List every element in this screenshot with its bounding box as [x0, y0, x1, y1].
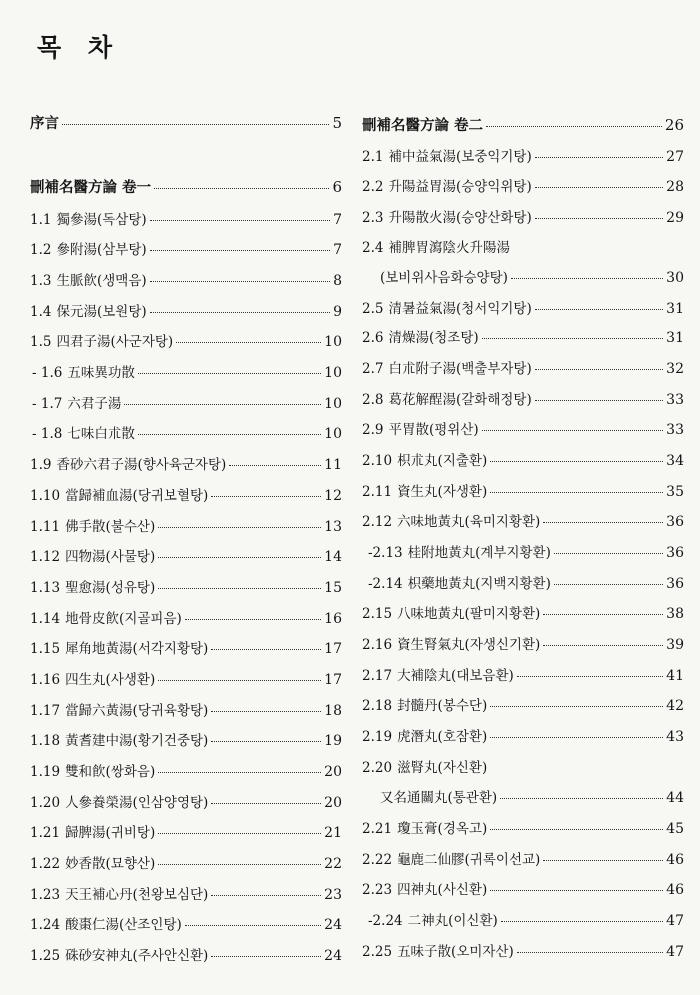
entry-page-number: 12 [324, 488, 342, 504]
page-title: 목 차 [37, 33, 122, 62]
entry-number: 1.20 [30, 795, 61, 811]
toc-entry [30, 576, 342, 596]
entry-number: 1.1 [30, 212, 52, 228]
entry-title: 犀角地黃湯(서각지황탕) [65, 641, 209, 657]
dot-leader [150, 250, 330, 251]
toc-entry [354, 572, 684, 592]
entry-number: - 1.8 [32, 426, 63, 442]
dot-leader [517, 676, 663, 677]
entry-title: 當歸補血湯(당귀보혈탕) [65, 488, 209, 504]
entry-number: 1.19 [30, 764, 61, 780]
entry-page-number: 28 [666, 179, 684, 195]
entry-number: 1.18 [30, 733, 61, 749]
dot-leader [535, 157, 663, 158]
toc-entry [354, 817, 684, 837]
entry-title: 葛花解酲湯(갈화해정탕) [388, 392, 532, 408]
dot-leader [490, 737, 663, 738]
dot-leader [490, 829, 663, 830]
entry-page-number: 17 [324, 672, 342, 688]
entry-number: 1.9 [30, 457, 52, 473]
entry-page-number: 20 [324, 764, 342, 780]
entry-title: 歸脾湯(귀비탕) [65, 825, 156, 841]
entry-title: 平胃散(평위산) [388, 422, 479, 438]
dot-leader [486, 126, 662, 127]
toc-entry [30, 668, 342, 688]
entry-number: 2.3 [362, 210, 384, 226]
toc-entry [354, 480, 684, 500]
entry-number: 2.23 [362, 882, 393, 898]
toc-entry [354, 664, 684, 684]
entry-number: 2.2 [362, 179, 384, 195]
entry-title: 補脾胃瀉陰火升陽湯 [388, 240, 510, 256]
entry-number: 2.16 [362, 637, 393, 653]
entry-title: 枳朮丸(지출환) [397, 453, 488, 469]
entry-number: -2.24 [368, 913, 403, 929]
entry-number: 1.11 [30, 519, 61, 535]
entry-number: - 1.6 [32, 365, 63, 381]
entry-page-number: 31 [666, 330, 684, 346]
entry-number: 2.8 [362, 392, 384, 408]
dot-leader [158, 588, 321, 589]
entry-title: 補中益氣湯(보중익기탕) [388, 149, 532, 165]
entry-page-number: 10 [324, 396, 342, 412]
entry-number: 1.24 [30, 917, 61, 933]
entry-title: 生脈飮(생맥음) [56, 273, 147, 289]
entry-title: 五味異功散 [67, 365, 135, 381]
entry-title: 刪補名醫方論 卷一 [30, 179, 152, 196]
dot-leader [185, 619, 321, 620]
entry-page-number: 22 [324, 856, 342, 872]
entry-page-number: 13 [324, 519, 342, 535]
toc-entry [30, 791, 342, 811]
entry-page-number: 35 [666, 484, 684, 500]
toc-entry [354, 297, 684, 317]
dot-leader [482, 338, 664, 339]
entry-page-number: 7 [333, 242, 342, 258]
entry-page-number: 15 [324, 580, 342, 596]
dot-leader [138, 434, 321, 435]
entry-title: 六味地黃丸(육미지황환) [397, 514, 541, 530]
toc-section-heading [30, 176, 342, 197]
entry-number: 2.12 [362, 514, 393, 530]
dot-leader [543, 614, 663, 615]
toc-section-heading [354, 114, 684, 135]
dot-leader [535, 187, 663, 188]
entry-page-number: 34 [666, 453, 684, 469]
toc-entry [354, 694, 684, 714]
entry-number: 1.5 [30, 334, 52, 350]
entry-title: 清燥湯(청조탕) [388, 330, 479, 346]
entry-title: 滋腎丸(자신환) [397, 760, 488, 776]
dot-leader [543, 860, 663, 861]
entry-number: 1.12 [30, 549, 61, 565]
entry-title: 虎潛丸(호잠환) [397, 729, 488, 745]
dot-leader [500, 798, 663, 799]
toc-entry [354, 145, 684, 165]
dot-leader [517, 952, 663, 953]
entry-page-number: 7 [333, 212, 342, 228]
entry-title: 四物湯(사물탕) [65, 549, 156, 565]
entry-page-number: 47 [666, 913, 684, 929]
dot-leader [554, 584, 663, 585]
dot-leader [211, 956, 321, 957]
dot-leader [511, 278, 663, 279]
entry-number: 1.15 [30, 641, 61, 657]
dot-leader [124, 404, 321, 405]
entry-page-number: 21 [324, 825, 342, 841]
entry-page-number: 23 [324, 887, 342, 903]
toc-entry [354, 388, 684, 408]
entry-title: 參附湯(삼부탕) [56, 242, 147, 258]
entry-page-number: 42 [666, 698, 684, 714]
dot-leader [158, 772, 321, 773]
entry-page-number: 6 [332, 178, 342, 196]
dot-leader [229, 465, 321, 466]
entry-page-number: 29 [666, 210, 684, 226]
entry-number: 1.10 [30, 488, 61, 504]
entry-title: 當歸六黃湯(당귀육황탕) [65, 703, 209, 719]
toc-entry [30, 453, 342, 473]
entry-page-number: 36 [666, 514, 684, 530]
dot-leader [490, 492, 663, 493]
entry-number: 2.4 [362, 240, 384, 256]
entry-number: 2.7 [362, 361, 384, 377]
entry-page-number: 20 [324, 795, 342, 811]
dot-leader [62, 124, 329, 125]
dot-leader [535, 369, 663, 370]
entry-number: 1.25 [30, 948, 61, 964]
dot-leader [138, 373, 321, 374]
entry-page-number: 26 [664, 116, 684, 134]
dot-leader [154, 188, 329, 189]
entry-number: 2.18 [362, 698, 393, 714]
dot-leader [490, 461, 663, 462]
entry-page-number: 47 [666, 944, 684, 960]
entry-page-number: 45 [666, 821, 684, 837]
toc-entry [30, 821, 342, 841]
entry-page-number: 17 [324, 641, 342, 657]
entry-page-number: 9 [333, 304, 342, 320]
entry-title: 白朮附子湯(백출부자탕) [388, 361, 532, 377]
toc-entry [354, 236, 684, 256]
entry-number: - 1.7 [32, 396, 63, 412]
toc-entry [30, 361, 342, 381]
entry-title: 雙和飮(쌍화음) [65, 764, 156, 780]
entry-number: 1.2 [30, 242, 52, 258]
toc-entry [354, 940, 684, 960]
entry-title: 四君子湯(사군자탕) [56, 334, 174, 350]
dot-leader [158, 557, 321, 558]
toc-entry [30, 515, 342, 535]
toc-entry [30, 913, 342, 933]
toc-entry [30, 238, 342, 258]
toc-entry [354, 357, 684, 377]
entry-title: 資生丸(자생환) [397, 484, 488, 500]
entry-number: 2.15 [362, 606, 393, 622]
entry-page-number: 10 [324, 365, 342, 381]
toc-entry [354, 175, 684, 195]
entry-number: 2.9 [362, 422, 384, 438]
entry-title: 大補陰丸(대보음환) [397, 668, 514, 684]
dot-leader [501, 921, 663, 922]
toc-entry [30, 944, 342, 964]
toc-entry [354, 266, 684, 286]
dot-leader [158, 527, 321, 528]
toc-entry [30, 883, 342, 903]
toc-section-heading [30, 112, 342, 133]
toc-entry [30, 852, 342, 872]
entry-title: 天王補心丹(천왕보심단) [65, 887, 209, 903]
entry-page-number: 8 [333, 273, 342, 289]
entry-page-number: 30 [666, 270, 684, 286]
dot-leader [482, 430, 664, 431]
toc-entry [30, 607, 342, 627]
entry-title: 保元湯(보원탕) [56, 304, 147, 320]
entry-title: 佛手散(불수산) [65, 519, 156, 535]
toc-entry [30, 699, 342, 719]
toc-entry [30, 422, 342, 442]
toc-entry [30, 300, 342, 320]
dot-leader [490, 890, 663, 891]
entry-page-number: 33 [666, 392, 684, 408]
entry-page-number: 32 [666, 361, 684, 377]
dot-leader [211, 649, 321, 650]
toc-entry [354, 633, 684, 653]
entry-title: 瓊玉膏(경옥고) [397, 821, 488, 837]
dot-leader [158, 864, 321, 865]
entry-title: 硃砂安神丸(주사안신환) [65, 948, 209, 964]
entry-number: 2.22 [362, 852, 393, 868]
dot-leader [150, 281, 330, 282]
entry-title: 升陽益胃湯(승양익위탕) [388, 179, 532, 195]
entry-page-number: 39 [666, 637, 684, 653]
entry-page-number: 19 [324, 733, 342, 749]
entry-number: 2.19 [362, 729, 393, 745]
entry-title: 龜鹿二仙膠(귀록이선교) [397, 852, 541, 868]
toc-entry [30, 545, 342, 565]
entry-title: 桂附地黃丸(계부지황환) [407, 545, 551, 561]
entry-page-number: 46 [666, 852, 684, 868]
entry-title: 黃耆建中湯(황기건중탕) [65, 733, 209, 749]
entry-number: 2.17 [362, 668, 393, 684]
entry-title: 又名通關丸(통관환) [380, 790, 498, 806]
entry-number: 2.20 [362, 760, 393, 776]
dot-leader [211, 711, 321, 712]
entry-page-number: 31 [666, 301, 684, 317]
entry-number: 1.22 [30, 856, 61, 872]
entry-title: 清暑益氣湯(청서익기탕) [388, 301, 532, 317]
dot-leader [490, 706, 663, 707]
entry-title: 獨參湯(독삼탕) [56, 212, 147, 228]
dot-leader [211, 496, 321, 497]
entry-page-number: 36 [666, 576, 684, 592]
entry-page-number: 14 [324, 549, 342, 565]
entry-title: 人參養榮湯(인삼양영탕) [65, 795, 209, 811]
toc-entry [354, 449, 684, 469]
entry-page-number: 11 [324, 457, 342, 473]
entry-number: -2.14 [368, 576, 403, 592]
entry-title: 聖愈湯(성유탕) [65, 580, 156, 596]
toc-entry [354, 725, 684, 745]
entry-page-number: 33 [666, 422, 684, 438]
entry-title: 刪補名醫方論 卷二 [362, 117, 484, 134]
entry-number: 2.6 [362, 330, 384, 346]
entry-page-number: 43 [666, 729, 684, 745]
toc-entry [30, 760, 342, 780]
entry-number: 2.21 [362, 821, 393, 837]
entry-number: 1.17 [30, 703, 61, 719]
dot-leader [150, 220, 330, 221]
entry-number: -2.13 [368, 545, 403, 561]
entry-title: 酸棗仁湯(산조인탕) [65, 917, 182, 933]
toc-entry [354, 206, 684, 226]
toc-entry [354, 510, 684, 530]
entry-number: 2.10 [362, 453, 393, 469]
dot-leader [176, 342, 321, 343]
dot-leader [543, 645, 663, 646]
entry-page-number: 38 [666, 606, 684, 622]
entry-title: 妙香散(묘향산) [65, 856, 156, 872]
entry-title: 七味白朮散 [67, 426, 135, 442]
entry-page-number: 24 [324, 948, 342, 964]
entry-number: 2.5 [362, 301, 384, 317]
dot-leader [535, 309, 663, 310]
dot-leader [185, 925, 321, 926]
entry-page-number: 18 [324, 703, 342, 719]
dot-leader [158, 680, 321, 681]
entry-title: 二神丸(이신환) [407, 913, 498, 929]
toc-entry [354, 541, 684, 561]
entry-title: 升陽散火湯(승양산화탕) [388, 210, 532, 226]
dot-leader [535, 218, 663, 219]
entry-number: 1.21 [30, 825, 61, 841]
toc-entry [354, 602, 684, 622]
entry-page-number: 16 [324, 611, 342, 627]
toc-entry [354, 878, 684, 898]
entry-page-number: 44 [666, 790, 684, 806]
dot-leader [554, 553, 663, 554]
toc-entry [354, 909, 684, 929]
toc-entry [30, 484, 342, 504]
toc-entry [30, 729, 342, 749]
toc-entry [354, 848, 684, 868]
entry-number: 1.3 [30, 273, 52, 289]
entry-title: 香砂六君子湯(향사육군자탕) [56, 457, 227, 473]
toc-entry [30, 330, 342, 350]
entry-title: 枳藥地黃丸(지백지황환) [407, 576, 551, 592]
entry-title: 五味子散(오미자산) [397, 944, 514, 960]
toc-entry [354, 418, 684, 438]
dot-leader [158, 833, 321, 834]
dot-leader [150, 312, 330, 313]
entry-page-number: 46 [666, 882, 684, 898]
toc-entry [354, 786, 684, 806]
entry-title: 八味地黃丸(팔미지황환) [397, 606, 541, 622]
entry-title: 六君子湯 [67, 396, 122, 412]
entry-page-number: 10 [324, 334, 342, 350]
entry-title: (보비위사음화승양탕) [380, 270, 508, 286]
entry-number: 1.14 [30, 611, 61, 627]
entry-page-number: 5 [332, 114, 342, 132]
entry-number: 2.11 [362, 484, 393, 500]
entry-title: 四生丸(사생환) [65, 672, 156, 688]
toc-entry [354, 326, 684, 346]
entry-title: 地骨皮飮(지골피음) [65, 611, 182, 627]
entry-page-number: 24 [324, 917, 342, 933]
entry-title: 四神丸(사신환) [397, 882, 488, 898]
entry-number: 1.4 [30, 304, 52, 320]
dot-leader [535, 400, 663, 401]
entry-title: 資生腎氣丸(자생신기환) [397, 637, 541, 653]
dot-leader [543, 522, 663, 523]
toc-entry [354, 756, 684, 776]
entry-title: 序言 [30, 115, 59, 132]
entry-number: 1.13 [30, 580, 61, 596]
dot-leader [211, 895, 321, 896]
entry-number: 2.1 [362, 149, 384, 165]
entry-page-number: 27 [666, 149, 684, 165]
entry-number: 1.23 [30, 887, 61, 903]
entry-page-number: 36 [666, 545, 684, 561]
toc-entry [30, 269, 342, 289]
entry-page-number: 41 [666, 668, 684, 684]
entry-title: 封髓丹(봉수단) [397, 698, 488, 714]
toc-entry [30, 208, 342, 228]
toc-entry [30, 392, 342, 412]
entry-number: 1.16 [30, 672, 61, 688]
dot-leader [211, 803, 321, 804]
dot-leader [211, 741, 321, 742]
entry-page-number: 10 [324, 426, 342, 442]
entry-number: 2.25 [362, 944, 393, 960]
toc-entry [30, 637, 342, 657]
